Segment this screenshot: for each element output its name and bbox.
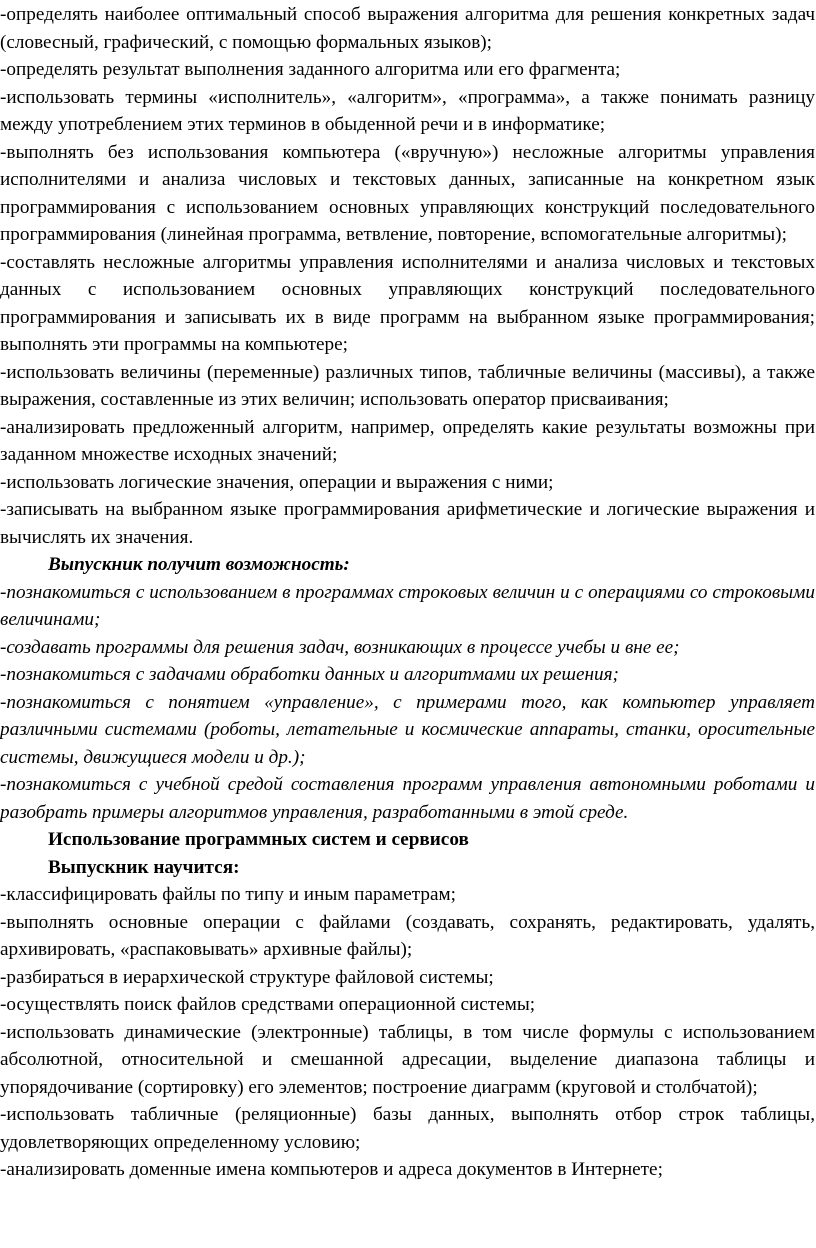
paragraph-italic: -создавать программы для решения задач, возникающих в процессе учебы и вне ее; [0, 636, 680, 658]
paragraph: -составлять несложные алгоритмы управления исполнителями и анализа числовых и текстовых данных с использованием основных управляющих конструкций последовательного программирования и записывать их в виде программ на выбранном языке программирования; выполнять эти программы на компьютере; [0, 251, 815, 355]
paragraph: -использовать табличные (реляционные) базы данных, выполнять отбор строк таблицы, удовлетворяющих определенному условию; [0, 1104, 815, 1153]
paragraph: -анализировать предложенный алгоритм, например, определять какие результаты возможны при заданном множестве исходных значений; [0, 416, 815, 465]
paragraph: -анализировать доменные имена компьютеров и адреса документов в Интернете; [0, 1159, 663, 1180]
paragraph: -определять результат выполнения заданного алгоритма или его фрагмента; [0, 59, 621, 80]
section-heading: Использование программных систем и сервисов [48, 829, 469, 850]
paragraph: -выполнять основные операции с файлами (создавать, сохранять, редактировать, удалять, архивировать, «распаковывать» архивные файлы); [0, 911, 815, 960]
paragraph: -использовать динамические (электронные) таблицы, в том числе формулы с использованием абсолютной, относительной и смешанной адресации, выделение диапазона таблицы и упорядочивание (сортировку) его элементов; построение диаграмм (круговой и столбчатой); [0, 1021, 815, 1098]
paragraph: -классифицировать файлы по типу и иным параметрам; [0, 884, 456, 905]
paragraph: -использовать величины (переменные) различных типов, табличные величины (массивы), а также выражения, составленные из этих величин; использовать оператор присваивания; [0, 361, 815, 410]
paragraph: -выполнять без использования компьютера («вручную») несложные алгоритмы управления исполнителями и анализа числовых и текстовых данных, записанные на конкретном язык программирования с использованием основных управляющих конструкций последовательного программирования (линейная программа, ветвление, повторение, вспомогательные алгоритмы); [0, 141, 815, 245]
paragraph: -осуществлять поиск файлов средствами операционной системы; [0, 994, 536, 1015]
paragraph: -записывать на выбранном языке программирования арифметические и логические выражения и вычислять их значения. [0, 499, 815, 548]
paragraph-italic: -познакомиться с понятием «управление», с примерами того, как компьютер управляет различными системами (роботы, летательные и космические аппараты, станки, оросительные системы, движущиеся модели и др.); [0, 691, 815, 768]
heading-opportunity: Выпускник получит возможность: [48, 554, 350, 575]
paragraph-italic: -познакомиться с учебной средой составления программ управления автономными роботами и разобрать примеры алгоритмов управления, разработанными в этой среде. [0, 774, 815, 823]
paragraph-italic: -познакомиться с задачами обработки данных и алгоритмами их решения; [0, 664, 619, 685]
paragraph: -использовать логические значения, операции и выражения с ними; [0, 471, 554, 493]
heading-learn: Выпускник научится: [48, 856, 240, 878]
paragraph: -использовать термины «исполнитель», «алгоритм», «программа», а также понимать разницу между употреблением этих терминов в обыденной речи и в информатике; [0, 86, 815, 135]
paragraph: -определять наиболее оптимальный способ выражения алгоритма для решения конкретных задач (словесный, графический, с помощью формальных языков); [0, 4, 815, 53]
paragraph-italic: -познакомиться с использованием в программах строковых величин и с операциями со строковыми величинами; [0, 581, 815, 630]
paragraph: -разбираться в иерархической структуре файловой системы; [0, 966, 494, 988]
